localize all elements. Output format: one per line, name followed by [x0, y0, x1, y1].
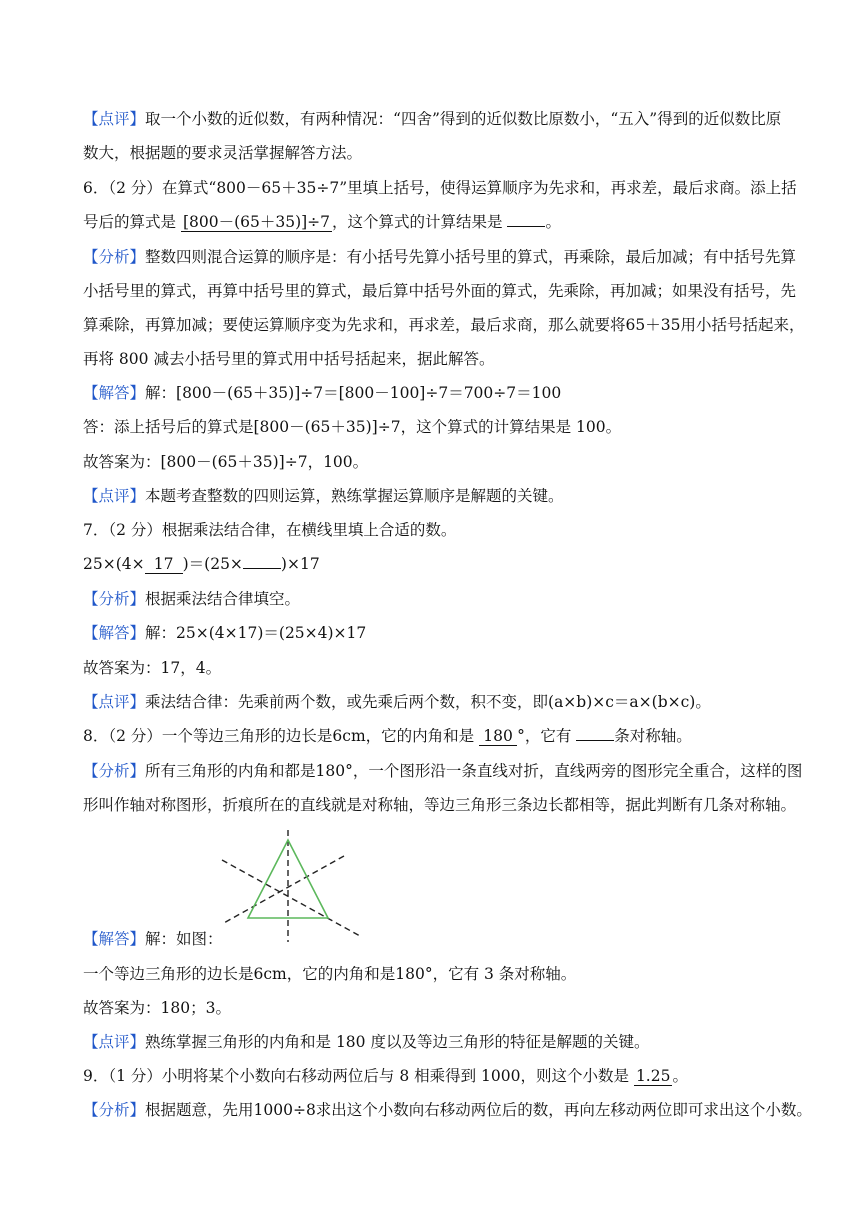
answer-blank: 1.25 [635, 1067, 671, 1085]
analysis-text: 形叫作轴对称图形，折痕所在的直线就是对称轴，等边三角形三条边长都相等，据此判断有几条对称轴。 [83, 796, 797, 814]
question-text: 7．（2 分）根据乘法结合律，在横线里填上合适的数。 [83, 521, 457, 539]
analysis-line [83, 246, 796, 268]
question-text: ，这个算式的计算结果是 [332, 213, 503, 231]
expression-text: )＝(25× [182, 555, 243, 573]
question-text: 号后的算式是 [83, 213, 177, 231]
solution-line [83, 382, 561, 404]
expression-text: 25×(4× [83, 555, 145, 573]
question-7-stem [83, 519, 456, 541]
analysis-tag: 【分析】 [83, 1101, 146, 1119]
final-answer-line [83, 657, 221, 679]
solution-line [83, 928, 223, 950]
comment-tag: 【点评】 [83, 487, 146, 505]
answer-blank: 17 [145, 555, 183, 574]
solution-tag: 【解答】 [83, 624, 146, 642]
final-answer-line [83, 997, 231, 1019]
analysis-line [83, 280, 796, 302]
comment-text: 乘法结合律：先乘前两个数，或先乘后两个数，积不变，即(a×b)×c＝a×(b×c)。 [145, 693, 711, 711]
analysis-line [83, 348, 494, 370]
solution-tag: 【解答】 [83, 930, 146, 948]
symmetry-axis [222, 860, 360, 936]
final-answer-line [83, 451, 368, 473]
comment-text: 熟练掌握三角形的内角和是 180 度以及等边三角形的特征是解题的关键。 [145, 1033, 650, 1051]
question-6-stem [83, 211, 561, 233]
analysis-text: 根据题意，先用1000÷8求出这个小数向右移动两位后的数，再向左移动两位即可求出这个小数。 [145, 1101, 812, 1119]
answer-blank [507, 226, 545, 227]
answer-blank [243, 568, 281, 569]
final-answer-text: 故答案为：17，4。 [83, 659, 222, 677]
question-7-expression [83, 553, 320, 575]
analysis-line [83, 794, 796, 816]
analysis-text: 根据乘法结合律填空。 [145, 590, 301, 608]
answer-blank: [800－(65＋35)]÷7 [182, 213, 331, 231]
question-text: 8．（2 分）一个等边三角形的边长是6cm，它的内角和是 [83, 727, 475, 745]
comment-line [83, 485, 564, 507]
analysis-line [83, 588, 300, 610]
analysis-text: 算乘除，再算加减；要使运算顺序变为先求和，再求差，最后求商，那么就要将65＋35用小括号括起来， [83, 316, 805, 334]
question-8-stem [83, 725, 692, 747]
question-6-stem [83, 177, 797, 199]
comment-tag: 【点评】 [83, 110, 146, 128]
analysis-line [83, 314, 804, 336]
comment-line [83, 1031, 649, 1053]
final-answer-text: 故答案为：[800－(65＋35)]÷7，100。 [83, 453, 369, 471]
solution-text: 解：[800－(65＋35)]÷7＝[800－100]÷7＝700÷7＝100 [145, 384, 562, 402]
comment-line [83, 142, 362, 164]
conclusion-line [83, 963, 576, 985]
analysis-line [83, 760, 802, 782]
analysis-text: 所有三角形的内角和都是180°，一个图形沿一条直线对折，直线两旁的图形完全重合，这样的图 [145, 762, 803, 780]
comment-text: 数大，根据题的要求灵活掌握解答方法。 [83, 144, 363, 162]
question-text: 9．（1 分）小明将某个小数向右移动两位后与 8 相乘得到 1000，则这个小数是 [83, 1067, 629, 1085]
analysis-text: 小括号里的算式，再算中括号里的算式，最后算中括号外面的算式，先乘除，再加减；如果没有括号，先 [83, 282, 797, 300]
comment-text: 取一个小数的近似数，有两种情况：“四舍”得到的近似数比原数小，“五入”得到的近似数比原 [145, 110, 782, 128]
question-text: °，它有 [517, 727, 572, 745]
question-text: 。 [545, 213, 561, 231]
solution-text: 解：如图： [145, 930, 223, 948]
answer-blank [576, 740, 614, 741]
equilateral-triangle-figure [220, 826, 362, 944]
comment-tag: 【点评】 [83, 693, 146, 711]
comment-tag: 【点评】 [83, 1033, 146, 1051]
analysis-tag: 【分析】 [83, 248, 146, 266]
comment-text: 本题考查整数的四则运算，熟练掌握运算顺序是解题的关键。 [145, 487, 564, 505]
solution-line [83, 622, 366, 644]
solution-tag: 【解答】 [83, 384, 146, 402]
final-answer-text: 故答案为：180；3。 [83, 999, 231, 1017]
analysis-text: 整数四则混合运算的顺序是：有小括号先算小括号里的算式，再乘除，最后加减；有中括号先算 [145, 248, 797, 266]
conclusion-text: 一个等边三角形的边长是6cm，它的内角和是180°，它有 3 条对称轴。 [83, 965, 577, 983]
question-text: 。 [672, 1067, 688, 1085]
comment-line [83, 691, 711, 713]
question-text: 6．（2 分）在算式“800－65＋35÷7”里填上括号，使得运算顺序为先求和，再求差，最后求商。添上括 [83, 179, 797, 197]
analysis-tag: 【分析】 [83, 590, 146, 608]
question-text: 条对称轴。 [614, 727, 692, 745]
analysis-tag: 【分析】 [83, 762, 146, 780]
answer-blank: 180 [479, 727, 517, 746]
expression-text: )×17 [280, 555, 320, 573]
question-9-stem [83, 1065, 688, 1087]
solution-text: 解：25×(4×17)＝(25×4)×17 [145, 624, 367, 642]
comment-line [83, 108, 781, 130]
analysis-text: 再将 800 减去小括号里的算式用中括号括起来，据此解答。 [83, 350, 495, 368]
answer-text: 答：添上括号后的算式是[800－(65＋35)]÷7，这个算式的计算结果是 100。 [83, 418, 622, 436]
answer-line [83, 416, 621, 438]
analysis-line [83, 1099, 812, 1121]
